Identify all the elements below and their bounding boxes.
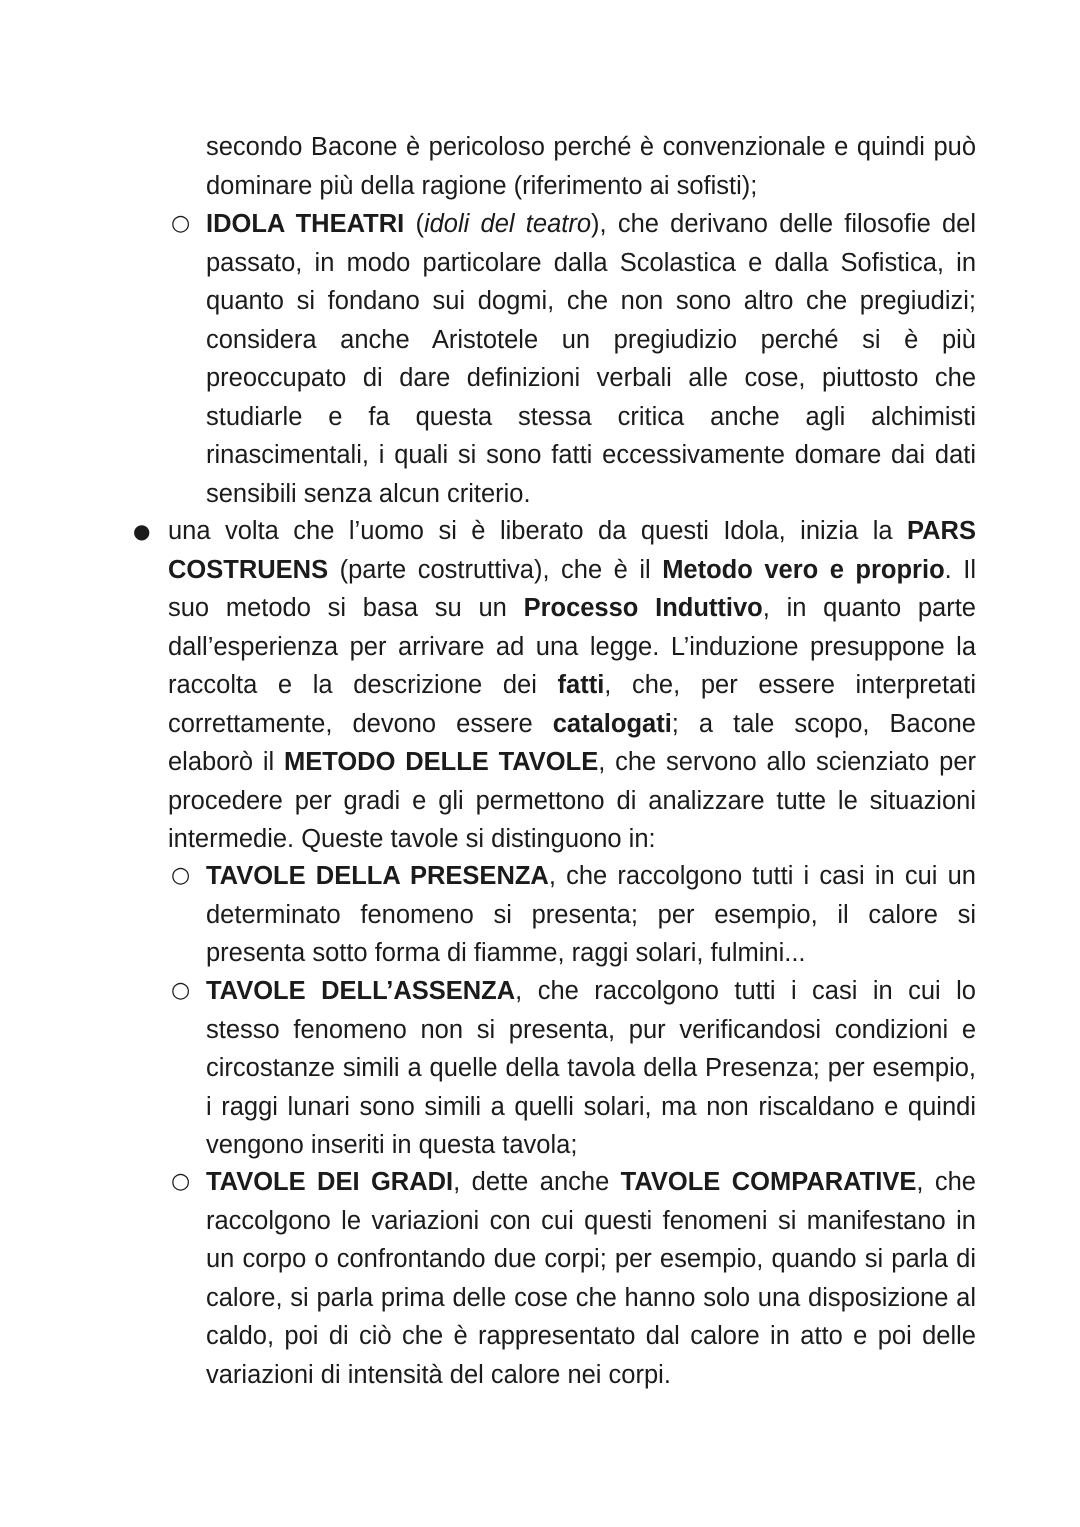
tavole-presenza-title: TAVOLE DELLA PRESENZA <box>206 862 549 890</box>
metodo-delle-tavole-term: METODO DELLE TAVOLE <box>283 748 599 776</box>
pars-costruens-term: PARS COSTRUENS <box>168 517 976 584</box>
continuation-paragraph: secondo Bacone è pericoloso perché è convenzionale e quindi può dominare più della ragione (riferimento ai sofisti); <box>206 133 976 200</box>
processo-induttivo-term: Processo Induttivo <box>523 594 763 622</box>
idola-theatri-title: IDOLA THEATRI <box>206 210 405 238</box>
circle-bullet-icon: ○ <box>171 978 191 1003</box>
circle-bullet-icon: ○ <box>171 1169 191 1194</box>
circle-bullet-icon: ○ <box>171 863 191 888</box>
pars-costruens-paragraph: una volta che l’uomo si è liberato da questi Idola, inizia la PARS COSTRUENS (parte costruttiva), che è il Metodo vero e proprio. Il suo metodo si basa su un Processo Induttivo, in quanto parte dall’esperienza per arrivare ad una legge. L’induzione presuppone la raccolta e la descrizione dei fatti, che, per essere interpretati correttamente, devono essere catalogati; a tale scopo, Bacone elaborò il METODO DELLE TAVOLE, che servono allo scienziato per procedere per gradi e gli permettono di analizzare tutte le situazioni intermedie. Queste tavole si distinguono in: <box>168 517 976 853</box>
idola-theatri-translation: idoli del teatro <box>423 210 592 238</box>
fatti-term: fatti <box>557 671 605 699</box>
tavole-comparative-title: TAVOLE COMPARATIVE <box>620 1168 917 1196</box>
tavole-assenza-title: TAVOLE DELL’ASSENZA <box>206 977 516 1005</box>
tavole-assenza-paragraph: TAVOLE DELL’ASSENZA, che raccolgono tutti i casi in cui lo stesso fenomeno non si presenta, pur verificandosi condizioni e circostanze simili a quelle della tavola della Presenza; per esempio, i raggi lunari sono simili a quelli solari, ma non riscaldano e quindi vengono inseriti in questa tavola; <box>206 977 976 1159</box>
disc-bullet-icon: ● <box>133 519 151 543</box>
circle-bullet-icon: ○ <box>171 211 191 236</box>
metodo-term: Metodo vero e proprio <box>662 555 945 584</box>
tavole-gradi-title: TAVOLE DEI GRADI <box>206 1168 454 1196</box>
catalogati-term: catalogati <box>552 709 672 738</box>
tavole-presenza-paragraph: TAVOLE DELLA PRESENZA, che raccolgono tutti i casi in cui un determinato fenomeno si presenta; per esempio, il calore si presenta sotto forma di fiamme, raggi solari, fulmini... <box>206 862 976 967</box>
tavole-gradi-paragraph: TAVOLE DEI GRADI, dette anche TAVOLE COMPARATIVE, che raccolgono le variazioni con cui questi fenomeni si manifestano in un corpo o confrontando due corpi; per esempio, quando si parla di calore, si parla prima delle cose che hanno solo una disposizione al caldo, poi di ciò che è rappresentato dal calore in atto e poi delle variazioni di intensità del calore nei corpi. <box>206 1168 976 1389</box>
idola-theatri-paragraph: IDOLA THEATRI (idoli del teatro), che derivano delle filosofie del passato, in modo particolare dalla Scolastica e dalla Sofistica, in quanto si fondano sui dogmi, che non sono altro che pregiudizi; considera anche Aristotele un pregiudizio perché si è più preoccupato di dare definizioni verbali alle cose, piuttosto che studiarle e fa questa stessa critica anche agli alchimisti rinascimentali, i quali si sono fatti eccessivamente domare dai dati sensibili senza alcun criterio. <box>206 210 977 508</box>
